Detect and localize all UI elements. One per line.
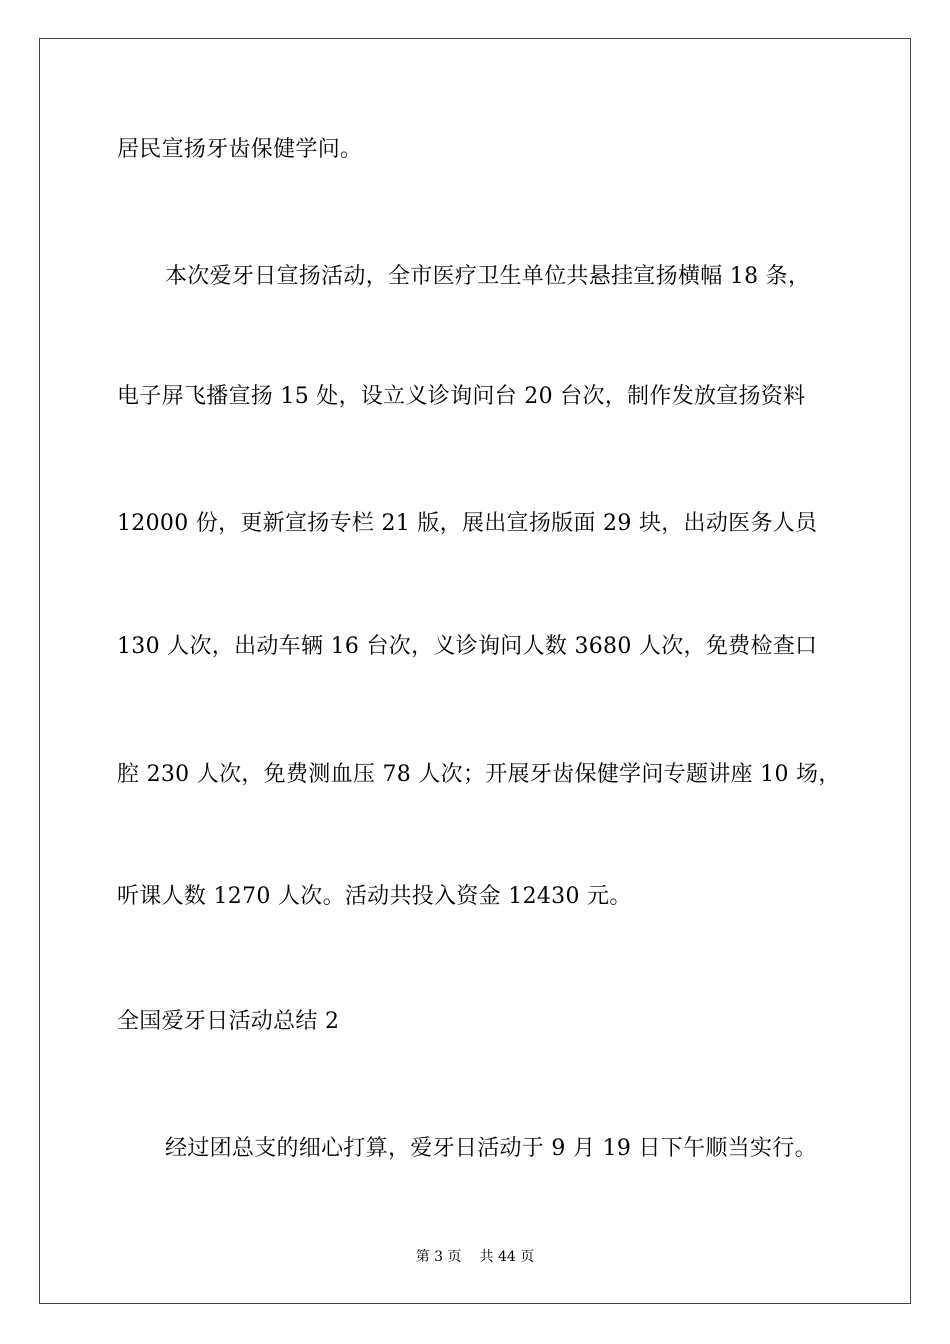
paragraph-line: 本次爱牙日宣扬活动，全市医疗卫生单位共悬挂宣扬横幅 18 条， <box>165 264 811 289</box>
section-heading: 全国爱牙日活动总结 2 <box>117 1009 340 1034</box>
page-total: 共 44 页 <box>479 1249 535 1265</box>
paragraph-line: 电子屏飞播宣扬 15 处，设立义诊询问台 20 台次，制作发放宣扬资料 <box>117 384 806 409</box>
paragraph-line: 听课人数 1270 人次。活动共投入资金 12430 元。 <box>117 884 632 909</box>
paragraph-line: 130 人次，出动车辆 16 台次，义诊询问人数 3680 人次，免费检查口 <box>117 634 818 659</box>
page-border <box>39 38 911 1304</box>
page-number: 第 3 页 <box>415 1249 462 1265</box>
paragraph-line: 经过团总支的细心打算，爱牙日活动于 9 月 19 日下午顺当实行。 <box>165 1136 817 1161</box>
paragraph-line: 腔 230 人次，免费测血压 78 人次；开展牙齿保健学问专题讲座 10 场， <box>117 762 841 787</box>
paragraph-line: 12000 份，更新宣扬专栏 21 版，展出宣扬版面 29 块，出动医务人员 <box>117 511 818 536</box>
page-footer <box>0 1248 950 1266</box>
paragraph-line: 居民宣扬牙齿保健学问。 <box>117 137 363 162</box>
